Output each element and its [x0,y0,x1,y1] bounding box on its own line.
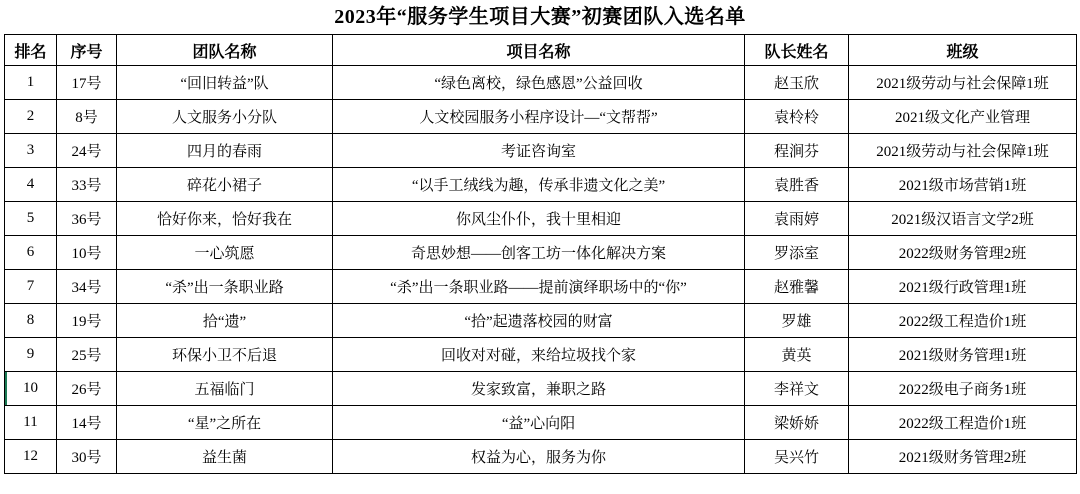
cell-rank: 9 [5,338,57,372]
cell-class: 2021级劳动与社会保障1班 [849,66,1077,100]
cell-project: 奇思妙想——创客工坊一体化解决方案 [333,236,745,270]
cell-rank: 6 [5,236,57,270]
cell-leader: 程涧芬 [745,134,849,168]
cell-team: “杀”出一条职业路 [117,270,333,304]
cell-class: 2021级市场营销1班 [849,168,1077,202]
table-row [5,100,1077,134]
cell-class: 2021级财务管理2班 [849,440,1077,474]
cell-team: 四月的春雨 [117,134,333,168]
cell-rank: 1 [5,66,57,100]
cell-seq: 30号 [57,440,117,474]
cell-class: 2021级行政管理1班 [849,270,1077,304]
cell-seq: 10号 [57,236,117,270]
cell-seq: 19号 [57,304,117,338]
cell-leader: 赵玉欣 [745,66,849,100]
cell-rank: 12 [5,440,57,474]
cell-project: 权益为心，服务为你 [333,440,745,474]
table-row [5,168,1077,202]
cell-team: 恰好你来，恰好我在 [117,202,333,236]
cell-team: 五福临门 [117,372,333,406]
cell-class: 2022级工程造价1班 [849,406,1077,440]
column-header-project: 项目名称 [333,35,745,66]
cell-team: 益生菌 [117,440,333,474]
table-row [5,270,1077,304]
cell-team: 碎花小裙子 [117,168,333,202]
cell-rank: 4 [5,168,57,202]
column-header-seq: 序号 [57,35,117,66]
cell-project: “益”心向阳 [333,406,745,440]
cell-project: “杀”出一条职业路——提前演绎职场中的“你” [333,270,745,304]
cell-team: “回旧转益”队 [117,66,333,100]
table-row [5,236,1077,270]
table-row [5,440,1077,474]
cell-class: 2021级财务管理1班 [849,338,1077,372]
cell-rank: 8 [5,304,57,338]
cell-rank: 2 [5,100,57,134]
cell-project: “拾”起遗落校园的财富 [333,304,745,338]
cell-project: “以手工绒线为趣，传承非遗文化之美” [333,168,745,202]
cell-rank: 5 [5,202,57,236]
cell-seq: 26号 [57,372,117,406]
cell-project: 回收对对碰，来给垃圾找个家 [333,338,745,372]
table-row [5,134,1077,168]
column-header-team: 团队名称 [117,35,333,66]
table-row [5,66,1077,100]
cell-team: 拾“遗” [117,304,333,338]
cell-seq: 36号 [57,202,117,236]
cell-seq: 33号 [57,168,117,202]
cell-class: 2021级汉语言文学2班 [849,202,1077,236]
cell-leader: 吴兴竹 [745,440,849,474]
cell-class: 2021级文化产业管理 [849,100,1077,134]
cell-class: 2022级电子商务1班 [849,372,1077,406]
column-header-leader: 队长姓名 [745,35,849,66]
cell-seq: 17号 [57,66,117,100]
cell-class: 2021级劳动与社会保障1班 [849,134,1077,168]
cell-project: 发家致富，兼职之路 [333,372,745,406]
cell-seq: 24号 [57,134,117,168]
roster-table [4,34,1077,474]
cell-seq: 14号 [57,406,117,440]
table-row [5,372,1077,406]
cell-project: 你风尘仆仆，我十里相迎 [333,202,745,236]
cell-project: 人文校园服务小程序设计—“文帮帮” [333,100,745,134]
cell-rank: 3 [5,134,57,168]
cell-team: 环保小卫不后退 [117,338,333,372]
page-title: 2023年“服务学生项目大赛”初赛团队入选名单 [334,6,746,28]
cell-team: 一心筑愿 [117,236,333,270]
cell-class: 2022级工程造价1班 [849,304,1077,338]
table-row [5,338,1077,372]
cell-seq: 34号 [57,270,117,304]
cell-rank: 7 [5,270,57,304]
cell-team: 人文服务小分队 [117,100,333,134]
cell-leader: 袁柃柃 [745,100,849,134]
table-header-row [5,35,1077,66]
cell-rank: 10 [5,372,57,406]
cell-project: “绿色离校，绿色感恩”公益回收 [333,66,745,100]
table-row [5,406,1077,440]
table-body [5,66,1077,474]
cell-team: “星”之所在 [117,406,333,440]
cell-leader: 黄英 [745,338,849,372]
cell-seq: 8号 [57,100,117,134]
cell-leader: 赵雅馨 [745,270,849,304]
table-row [5,304,1077,338]
cell-leader: 梁娇娇 [745,406,849,440]
cell-rank: 11 [5,406,57,440]
cell-leader: 袁胜香 [745,168,849,202]
table-row [5,202,1077,236]
cell-leader: 袁雨婷 [745,202,849,236]
cell-leader: 罗雄 [745,304,849,338]
cell-class: 2022级财务管理2班 [849,236,1077,270]
cell-seq: 25号 [57,338,117,372]
cell-leader: 李祥文 [745,372,849,406]
cell-project: 考证咨询室 [333,134,745,168]
column-header-rank: 排名 [5,35,57,66]
cell-leader: 罗添室 [745,236,849,270]
column-header-class: 班级 [849,35,1077,66]
